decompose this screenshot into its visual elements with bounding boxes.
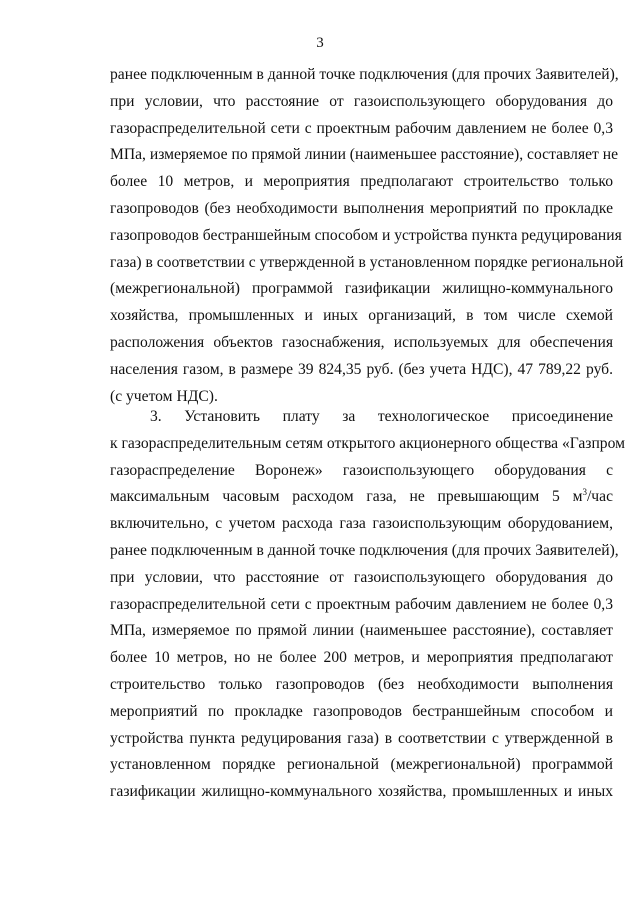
text-line: газопроводов бестраншейным способом и устройства пункта редуцирования <box>110 226 622 244</box>
text-line: мероприятий по прокладке газопроводов бестраншейным способом и <box>110 702 613 720</box>
text-line: МПа, измеряемое по прямой линии (наименьшее расстояние), составляет <box>110 622 613 640</box>
text-line: 3. Установить плату за технологическое присоединение <box>150 408 613 425</box>
text-line <box>110 484 613 511</box>
text-line: при условии, что расстояние от газоиспользующего оборудования до <box>110 568 613 586</box>
paragraph-item-3 <box>110 404 625 806</box>
text-fragment: /час <box>586 488 613 506</box>
text-line: устройства пункта редуцирования газа) в соответствии с утвержденной в <box>110 729 613 747</box>
text-line: ранее подключенным в данной точке подключения (для прочих Заявителей), <box>110 66 619 83</box>
text-line: газораспределительной сети с проектным рабочим давлением не более 0,3 <box>110 595 613 613</box>
text-line: более 10 метров, и мероприятия предполагают строительство только <box>110 173 613 191</box>
text-line: расположения объектов газоснабжения, используемых для обеспечения <box>110 333 613 351</box>
text-line: газа) в соответствии с утвержденной в установленном порядке региональной <box>110 253 624 271</box>
paragraph-continuation <box>110 62 624 410</box>
text-line: при условии, что расстояние от газоиспользующего оборудования до <box>110 92 613 110</box>
text-line: к газораспределительным сетям открытого акционерного общества «Газпром <box>110 434 625 452</box>
text-line: установленном порядке региональной (межрегиональной) программой <box>110 756 613 774</box>
text-line: МПа, измеряемое по прямой линии (наименьшее расстояние), составляет не <box>110 146 619 164</box>
text-line: строительство только газопроводов (без необходимости выполнения <box>110 675 613 693</box>
text-line: населения газом, в размере 39 824,35 руб. (без учета НДС), 47 789,22 руб. <box>110 360 613 378</box>
text-line: (межрегиональной) программой газификации жилищно-коммунального <box>110 280 613 298</box>
text-line: (с учетом НДС). <box>110 387 218 405</box>
text-line: газопроводов (без необходимости выполнения мероприятий по прокладке <box>110 199 613 217</box>
text-fragment: максимальным часовым расходом газа, не превышающим 5 м <box>110 488 583 506</box>
text-line: газораспределение Воронеж» газоиспользующего оборудования с <box>110 461 613 479</box>
text-line: более 10 метров, но не более 200 метров, и мероприятия предполагают <box>110 649 613 667</box>
text-line: ранее подключенным в данной точке подключения (для прочих Заявителей), <box>110 541 619 559</box>
text-line: хозяйства, промышленных и иных организаций, в том числе схемой <box>110 307 613 325</box>
superscript-exponent: 3 <box>582 487 587 498</box>
page-number: 3 <box>316 35 324 51</box>
text-line: газораспределительной сети с проектным рабочим давлением не более 0,3 <box>110 119 613 137</box>
text-line: газификации жилищно-коммунального хозяйства, промышленных и иных <box>110 783 613 801</box>
text-line: включительно, с учетом расхода газа газоиспользующим оборудованием, <box>110 515 613 533</box>
